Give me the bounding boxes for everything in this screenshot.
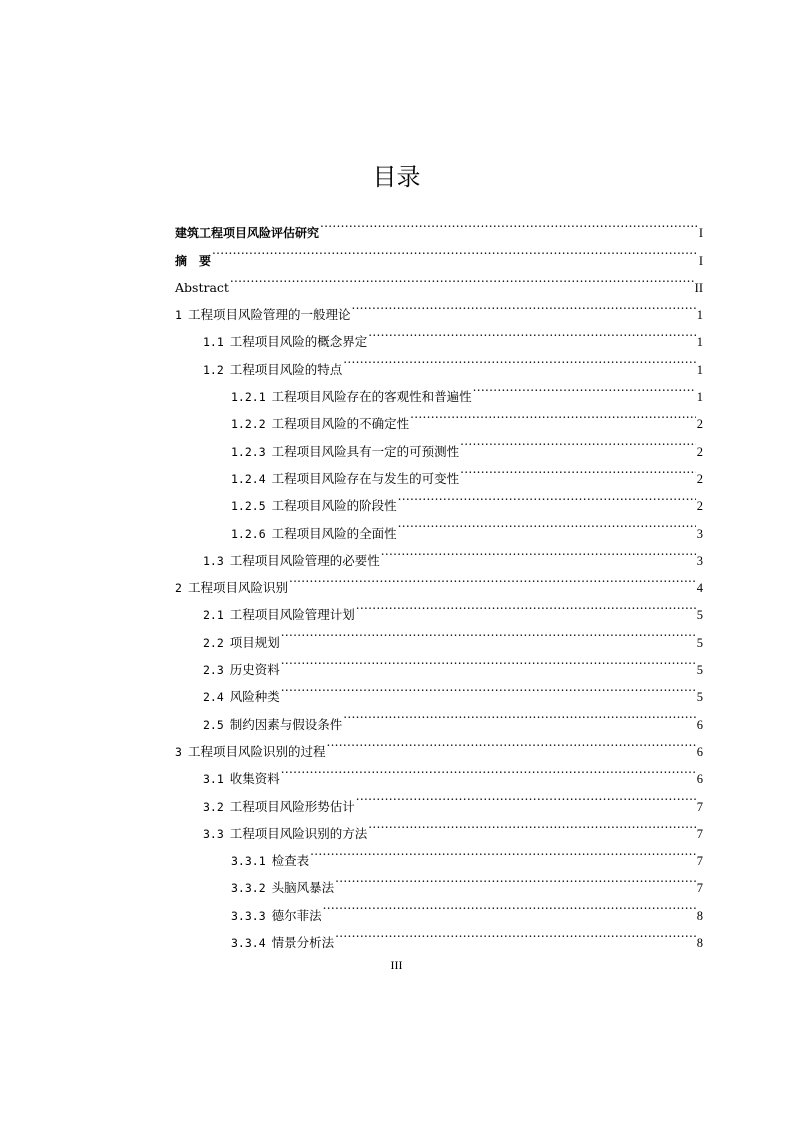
toc-leader-dots: [289, 565, 696, 592]
toc-entry-page: 5: [696, 663, 703, 678]
toc-entry-label: 收集资料: [229, 771, 280, 787]
toc-entry-number: 1.2.3: [231, 444, 266, 459]
toc-entry-number: 1.1: [203, 335, 224, 350]
toc-entry-number: 1.2.2: [231, 417, 266, 432]
toc-entry-label: 工程项目风险存在的客观性和普遍性: [271, 389, 472, 405]
toc-entry-label: Abstract: [175, 279, 229, 295]
toc-leader-dots: [323, 892, 696, 919]
toc-entry-page: 2: [696, 499, 703, 514]
toc-leader-dots: [343, 346, 695, 373]
toc-entry-number: 1.2.5: [231, 499, 266, 514]
toc-entry-number: 2.2: [203, 635, 224, 650]
toc-entry-label: 工程项目风险识别的过程: [187, 743, 326, 759]
toc-entry-page: 2: [696, 417, 703, 432]
toc-entry-number: 3.3.1: [231, 854, 266, 869]
toc-entry-page: 5: [696, 608, 703, 623]
toc-entry-label: 建筑工程项目风险评估研究: [175, 226, 320, 241]
toc-leader-dots: [356, 783, 696, 810]
toc-entry-page: 3: [696, 526, 703, 541]
toc-entry-page: 6: [696, 717, 703, 732]
toc-entry-label: 工程项目风险形势估计: [229, 798, 355, 814]
toc-entry-label: 工程项目风险的特点: [229, 361, 343, 377]
toc-leader-dots: [335, 920, 696, 947]
page-title: 目录: [372, 163, 421, 191]
toc-entry-label: 工程项目风险管理的一般理论: [187, 307, 351, 323]
toc-entry-label: 工程项目风险管理的必要性: [229, 552, 380, 568]
toc-entry-number: 1.2.6: [231, 526, 266, 541]
toc-entry[interactable]: [175, 265, 703, 295]
toc-entry-number: 3.3: [203, 826, 224, 841]
toc-leader-dots: [281, 674, 696, 701]
toc-entry-label: 项目规划: [229, 634, 280, 650]
toc-entry-page: 8: [696, 936, 703, 951]
toc-entry-number: 2.1: [203, 608, 224, 623]
toc-entry-number: 3: [175, 744, 182, 759]
toc-entry-page: 6: [696, 772, 703, 787]
toc-entry-page: 7: [696, 881, 703, 896]
toc-entry-number: 1.2: [203, 362, 224, 377]
toc-entry-label: 制约因素与假设条件: [229, 716, 343, 732]
toc-leader-dots: [343, 701, 695, 728]
toc-entry-page: 4: [696, 581, 703, 596]
toc-entry-label: 历史资料: [229, 662, 280, 678]
toc-leader-dots: [281, 756, 696, 783]
toc-entry-label: 工程项目风险的不确定性: [271, 416, 410, 432]
toc-entry-label: 工程项目风险的全面性: [271, 525, 397, 541]
toc-entry-number: 2: [175, 581, 182, 596]
toc-leader-dots: [281, 647, 696, 674]
toc-leader-dots: [473, 374, 696, 401]
toc-entry-label: 工程项目风险的概念界定: [229, 334, 368, 350]
toc-leader-dots: [460, 428, 696, 455]
toc-leader-dots: [281, 619, 696, 646]
toc-entry-page: 7: [696, 799, 703, 814]
toc-entry-number: 3.2: [203, 799, 224, 814]
table-of-contents: [175, 210, 703, 951]
toc-leader-dots: [410, 401, 696, 428]
toc-entry-page: I: [698, 226, 703, 241]
toc-entry[interactable]: [175, 292, 703, 323]
toc-leader-dots: [460, 456, 696, 483]
toc-entry-label: 德尔菲法: [271, 907, 322, 923]
toc-entry-number: 3.3.2: [231, 881, 266, 896]
page-number: III: [390, 958, 403, 972]
toc-entry-label: 摘 要: [175, 253, 212, 268]
toc-leader-dots: [381, 538, 696, 565]
toc-entry-page: 7: [696, 826, 703, 841]
toc-leader-dots: [368, 811, 695, 838]
toc-entry-label: 工程项目风险管理计划: [229, 607, 355, 623]
toc-entry-page: I: [698, 253, 703, 268]
toc-entry-number: 1.2.1: [231, 390, 266, 405]
toc-leader-dots: [320, 210, 698, 237]
toc-entry-page: II: [694, 280, 703, 295]
toc-entry-page: 1: [696, 390, 703, 405]
toc-entry-number: 3.3.3: [231, 908, 266, 923]
toc-entry-label: 头脑风暴法: [271, 880, 335, 896]
toc-entry-number: 2.5: [203, 717, 224, 732]
toc-entry-label: 工程项目风险存在与发生的可变性: [271, 470, 460, 486]
toc-entry-label: 风险种类: [229, 689, 280, 705]
toc-entry-label: 情景分析法: [271, 935, 335, 951]
toc-leader-dots: [212, 237, 698, 264]
toc-leader-dots: [335, 865, 696, 892]
toc-leader-dots: [398, 510, 696, 537]
toc-entry-page: 8: [696, 908, 703, 923]
toc-entry-page: 2: [696, 444, 703, 459]
toc-entry-number: 2.4: [203, 690, 224, 705]
toc-entry[interactable]: [175, 237, 703, 268]
toc-entry-label: 检查表: [271, 853, 310, 869]
toc-entry[interactable]: [175, 210, 703, 241]
toc-leader-dots: [230, 265, 694, 292]
toc-entry-page: 7: [696, 854, 703, 869]
toc-entry-number: 1.2.4: [231, 471, 266, 486]
toc-entry-number: 3.1: [203, 772, 224, 787]
toc-entry-page: 1: [696, 308, 703, 323]
toc-entry-number: 1.3: [203, 553, 224, 568]
toc-entry-page: 6: [696, 744, 703, 759]
toc-entry-number: 3.3.4: [231, 936, 266, 951]
toc-entry-page: 1: [696, 362, 703, 377]
toc-entry-page: 5: [696, 690, 703, 705]
toc-entry-label: 工程项目风险具有一定的可预测性: [271, 443, 460, 459]
toc-entry-page: 1: [696, 335, 703, 350]
toc-entry-label: 工程项目风险识别的方法: [229, 825, 368, 841]
toc-entry-page: 5: [696, 635, 703, 650]
toc-leader-dots: [368, 319, 695, 346]
toc-entry-page: 2: [696, 471, 703, 486]
toc-entry-page: 3: [696, 553, 703, 568]
toc-entry-number: 1: [175, 308, 182, 323]
toc-leader-dots: [356, 592, 696, 619]
toc-entry-number: 2.3: [203, 663, 224, 678]
toc-entry-label: 工程项目风险识别: [187, 580, 288, 596]
toc-leader-dots: [310, 838, 696, 865]
toc-entry-label: 工程项目风险的阶段性: [271, 498, 397, 514]
toc-leader-dots: [326, 729, 695, 756]
toc-leader-dots: [398, 483, 696, 510]
toc-leader-dots: [351, 292, 695, 319]
